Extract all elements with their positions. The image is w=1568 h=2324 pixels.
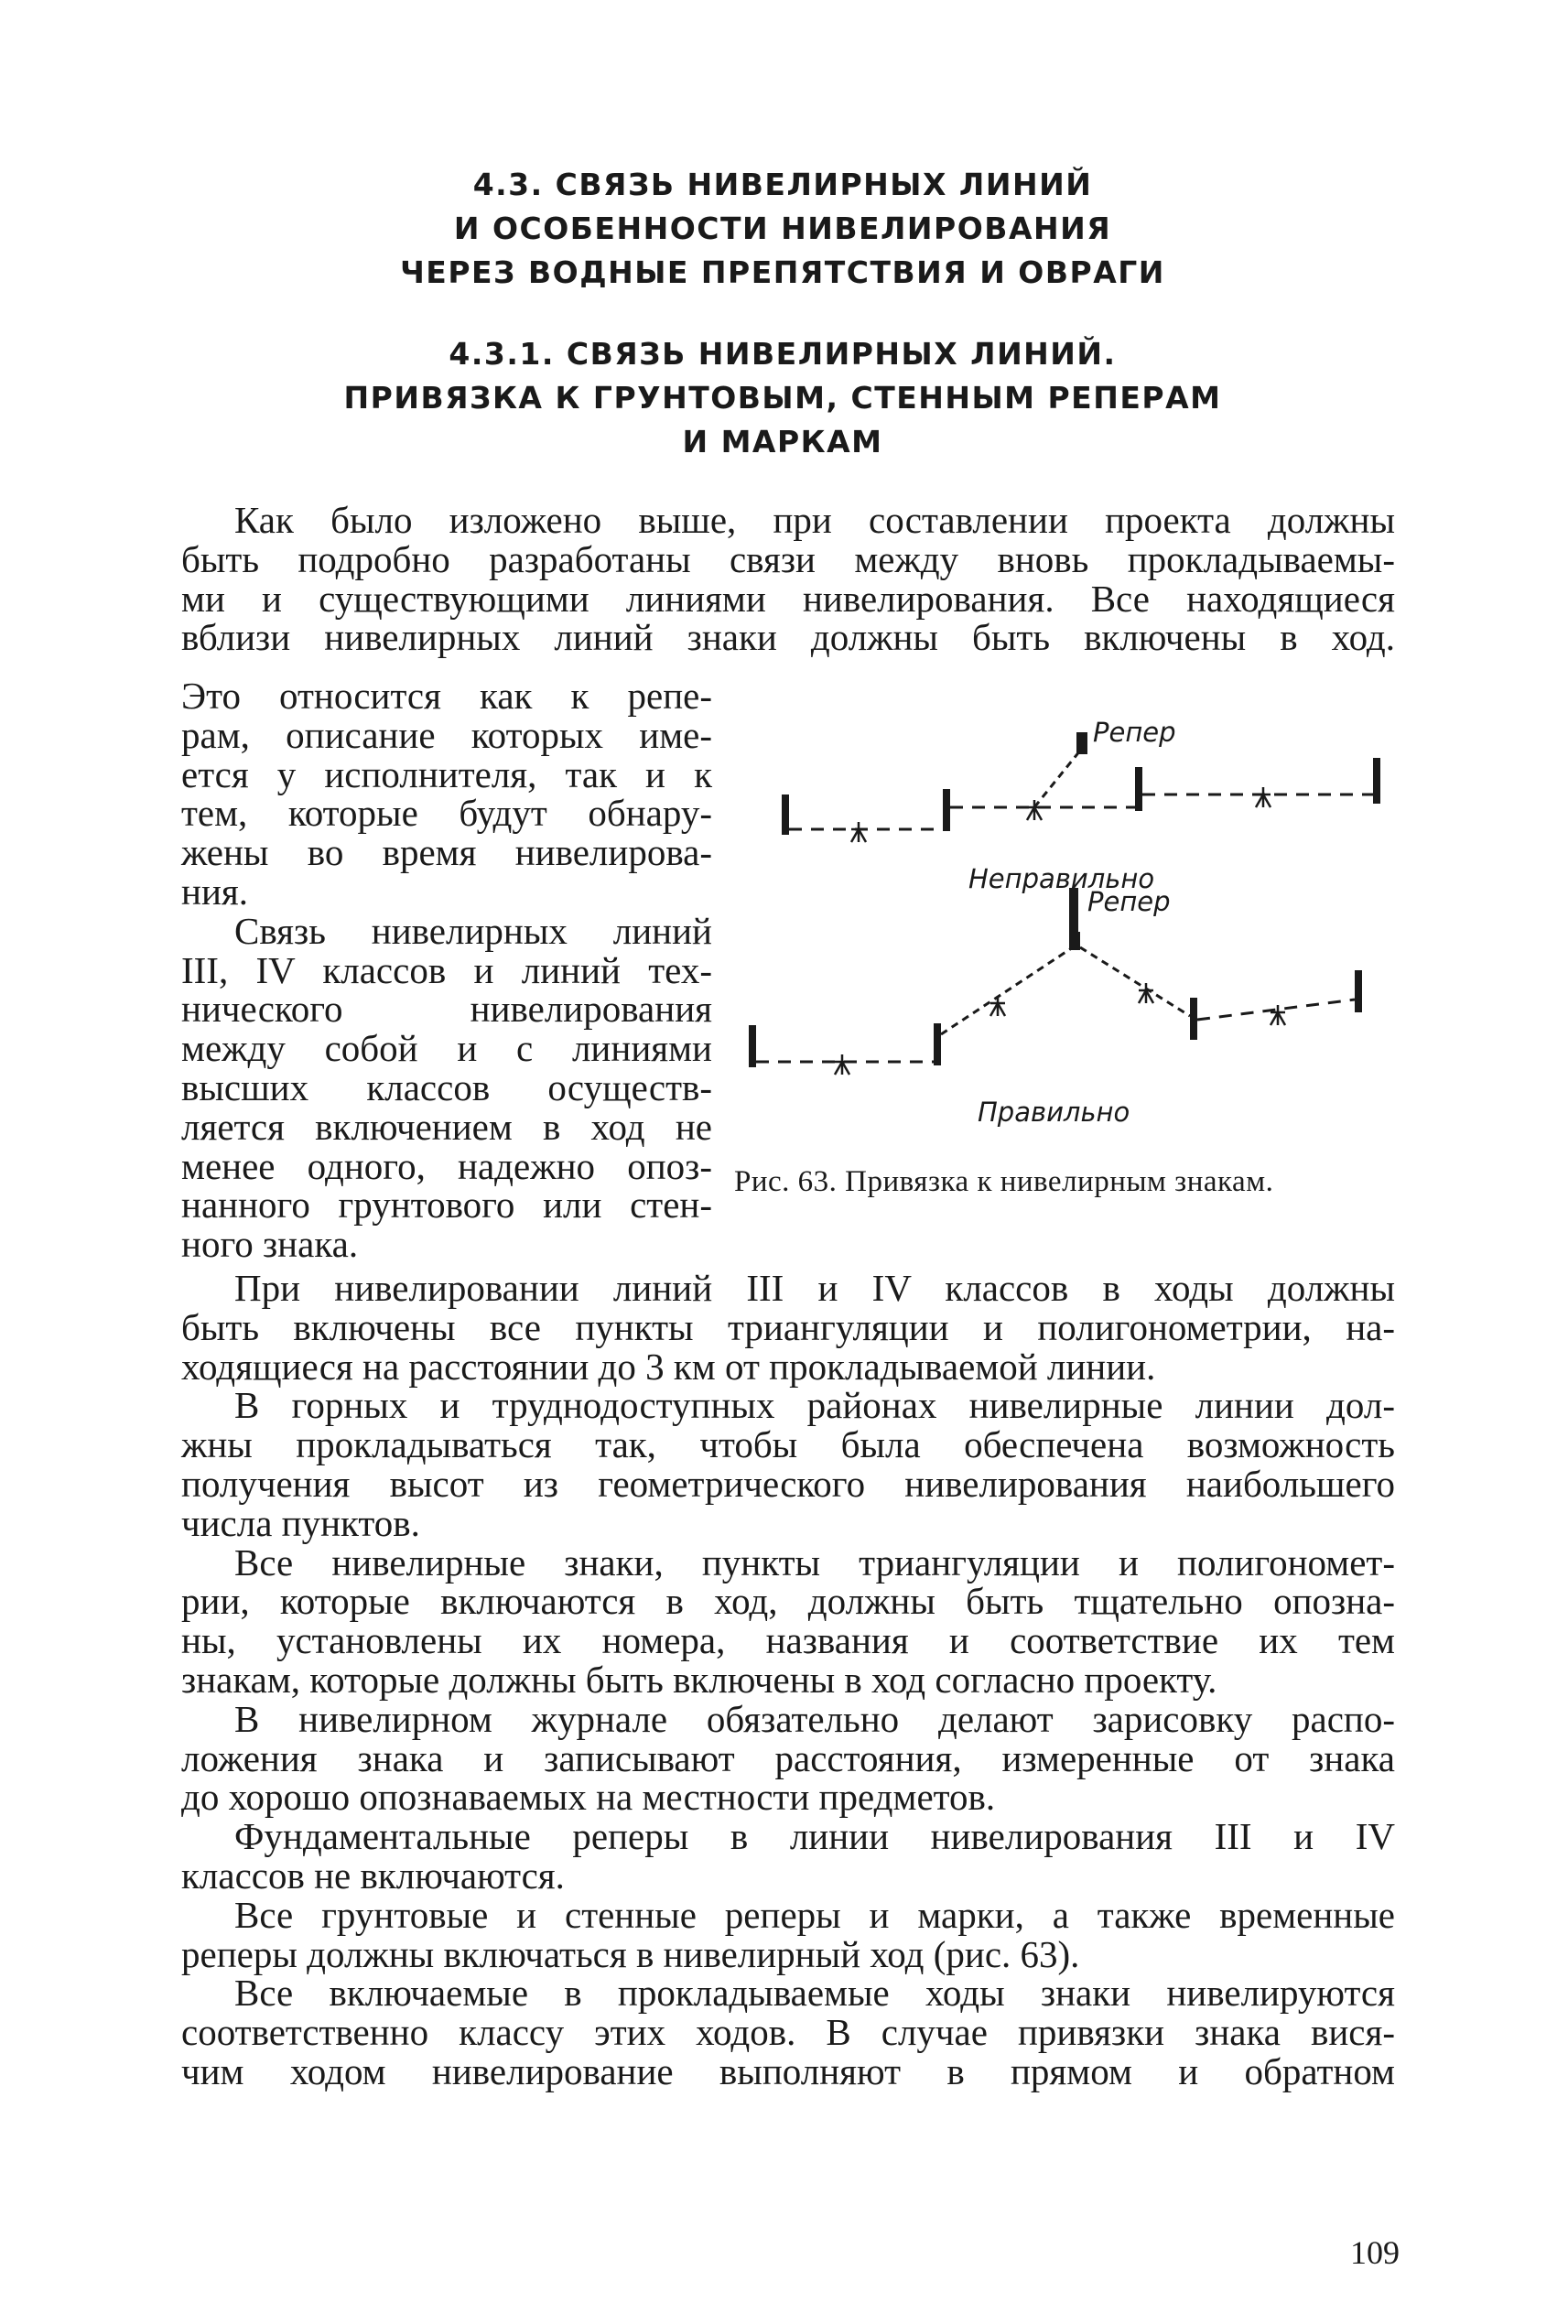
intro-paragraph xyxy=(181,501,1395,657)
text-line: жены во время нивелирова- xyxy=(181,831,712,874)
benchmark-label: Репер xyxy=(1093,717,1176,748)
correct-label: Правильно xyxy=(978,1097,1130,1128)
text-line: Все включаемые в прокладываемые ходы знаки нивелируются xyxy=(234,1972,1395,2015)
sight-line xyxy=(1080,947,1190,1016)
main-text xyxy=(181,1269,1395,2092)
benchmark-label: Репер xyxy=(1087,886,1171,917)
text-line: ложения знака и записывают расстояния, измеренные от знака xyxy=(181,1736,1395,1779)
text-line: нического нивелирования xyxy=(181,988,712,1031)
text-line: В нивелирном журнале обязательно делают зарисовку распо- xyxy=(234,1697,1395,1740)
text-line: получения высот из геометрического нивелирования наибольшего xyxy=(181,1462,1395,1505)
staff-mark xyxy=(943,789,950,831)
text-line: высших классов осуществ- xyxy=(181,1065,712,1108)
subsection-heading-line: ПРИВЯЗКА К ГРУНТОВЫМ, СТЕННЫМ РЕПЕРАМ xyxy=(343,380,1222,416)
left-column-text xyxy=(181,676,712,1264)
section-heading-line: 4.3. СВЯЗЬ НИВЕЛИРНЫХ ЛИНИЙ xyxy=(472,167,1093,202)
text-line: ного знака. xyxy=(181,1223,359,1266)
level-instrument-icon xyxy=(851,822,866,842)
incorrect-scheme xyxy=(782,732,1380,842)
figure-63-diagram xyxy=(732,705,1410,1153)
text-line: Все грунтовые и стенные реперы и марки, а также временные xyxy=(234,1893,1395,1936)
section-heading-line: ЧЕРЕЗ ВОДНЫЕ ПРЕПЯТСТВИЯ И ОВРАГИ xyxy=(400,254,1165,290)
text-line: ния. xyxy=(181,870,248,913)
level-instrument-icon xyxy=(990,996,1005,1016)
text-line: тем, которые будут обнару- xyxy=(181,792,712,835)
sight-line xyxy=(941,947,1073,1034)
text-line: между собой и с линиями xyxy=(181,1027,712,1070)
text-line: III, IV классов и линий тех- xyxy=(181,948,712,991)
text-line: быть включены все пункты триангуляции и полигонометрии, на- xyxy=(181,1305,1395,1348)
subsection-heading-line: И МАРКАМ xyxy=(682,424,883,459)
section-heading xyxy=(183,163,1382,295)
benchmark-mark xyxy=(1076,732,1087,754)
text-line: При нивелировании линий III и IV классов в ходы должны xyxy=(234,1267,1395,1309)
correct-scheme xyxy=(749,888,1362,1075)
subsection-heading xyxy=(183,332,1382,464)
level-instrument-icon xyxy=(835,1054,849,1075)
staff-mark xyxy=(1069,932,1080,950)
text-line: ляется включением в ход не xyxy=(181,1105,712,1148)
staff-mark xyxy=(934,1023,941,1065)
text-line: знакам, которые должны быть включены в ход согласно проекту. xyxy=(181,1658,1217,1701)
text-line: Фундаментальные реперы в линии нивелирования III и IV xyxy=(234,1815,1395,1858)
figure-caption: Рис. 63. Привязка к нивелирным знакам. xyxy=(734,1165,1274,1198)
benchmark-mark xyxy=(1069,888,1078,934)
text-line: В горных и труднодоступных районах нивелирные линии дол- xyxy=(234,1384,1395,1427)
staff-mark xyxy=(1355,970,1362,1012)
text-line: жны прокладываться так, чтобы была обеспечена возможность xyxy=(181,1423,1395,1466)
level-instrument-icon xyxy=(1139,983,1153,1003)
text-line: ми и существующими линиями нивелирования. Все находящиеся xyxy=(181,577,1395,620)
text-line: ны, установлены их номера, названия и соответствие их тем xyxy=(181,1619,1395,1662)
text-line: Связь нивелирных линий xyxy=(234,909,712,952)
text-line: до хорошо опознаваемых на местности предметов. xyxy=(181,1776,996,1819)
text-line: Как было изложено выше, при составлении проекта должны xyxy=(234,499,1395,541)
text-line: рии, которые включаются в ход, должны быть тщательно опозна- xyxy=(181,1580,1395,1623)
staff-mark xyxy=(749,1025,756,1067)
text-line: классов не включаются. xyxy=(181,1854,565,1897)
staff-mark xyxy=(1190,998,1197,1040)
staff-mark xyxy=(1135,767,1142,811)
staff-mark xyxy=(782,794,789,835)
text-line: соответственно классу этих ходов. В случае привязки знака вися- xyxy=(181,2011,1395,2054)
page-number: 109 xyxy=(1350,2234,1400,2271)
subsection-heading-line: 4.3.1. СВЯЗЬ НИВЕЛИРНЫХ ЛИНИЙ. xyxy=(449,336,1117,372)
incorrect-label: Неправильно xyxy=(968,863,1155,894)
text-line: реперы должны включаться в нивелирный ход (рис. 63). xyxy=(181,1932,1080,1975)
text-line: вблизи нивелирных линий знаки должны быть включены в ход. xyxy=(181,616,1395,659)
level-instrument-icon xyxy=(1271,1005,1285,1025)
text-line: ходящиеся на расстоянии до 3 км от прокладываемой линии. xyxy=(181,1345,1156,1388)
text-line: быть подробно разработаны связи между вновь прокладываемы- xyxy=(181,537,1395,580)
level-instrument-icon xyxy=(1256,787,1271,807)
text-line: ется у исполнителя, так и к xyxy=(181,752,712,795)
section-heading-line: И ОСОБЕННОСТИ НИВЕЛИРОВАНИЯ xyxy=(453,211,1112,246)
text-line: рам, описание которых име- xyxy=(181,713,712,756)
text-line: менее одного, надежно опоз- xyxy=(181,1144,712,1187)
sight-line xyxy=(1034,751,1080,807)
text-line: Это относится как к репе- xyxy=(181,675,712,717)
staff-mark xyxy=(1373,758,1380,804)
text-line: чим ходом нивелирование выполняют в прямом и обратном xyxy=(181,2049,1395,2092)
text-line: нанного грунтового или стен- xyxy=(181,1184,712,1227)
text-line: Все нивелирные знаки, пункты триангуляции и полигономет- xyxy=(234,1540,1395,1584)
text-line: числа пунктов. xyxy=(181,1501,420,1544)
